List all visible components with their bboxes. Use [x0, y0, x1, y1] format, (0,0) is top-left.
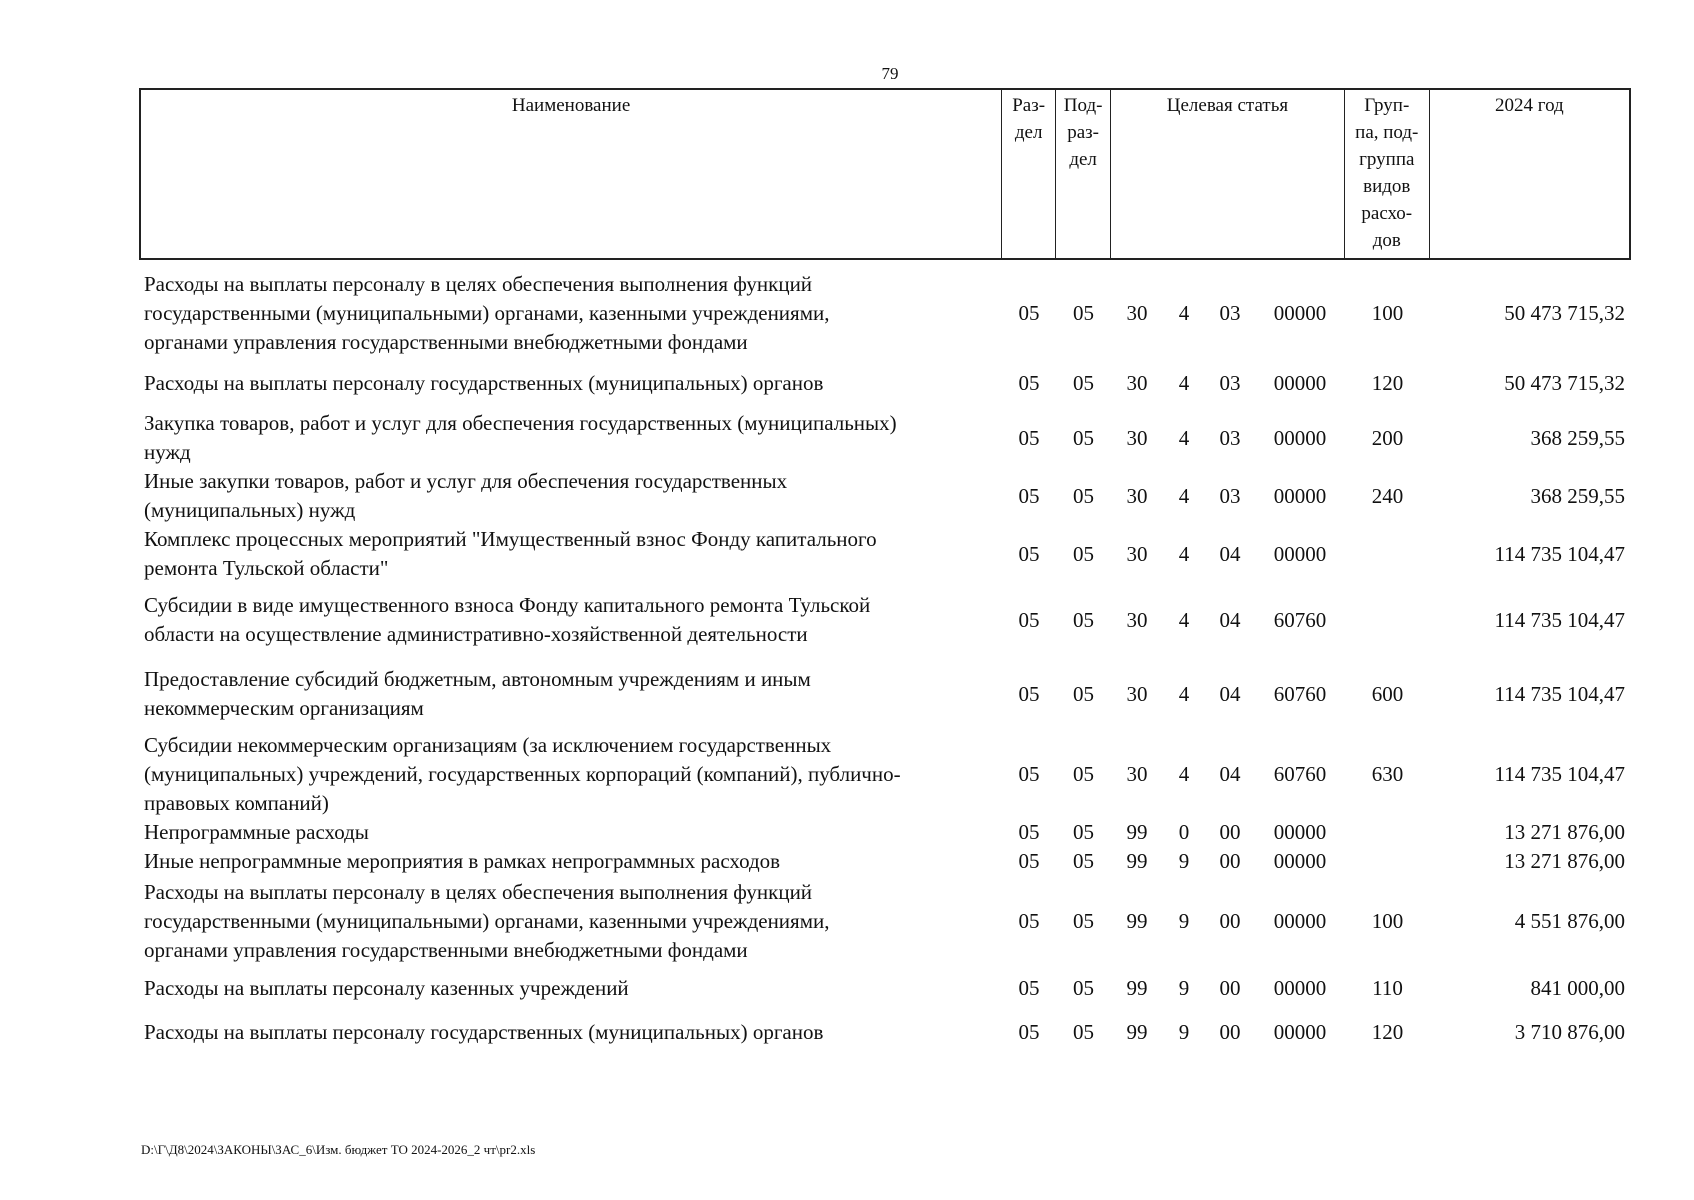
row-target-program: 30: [1126, 541, 1148, 566]
row-razdel: 05: [1018, 1019, 1040, 1044]
row-target-item: 00: [1219, 975, 1241, 1000]
row-amount: 13 271 876,00: [1504, 820, 1625, 844]
row-amount: 114 735 104,47: [1494, 541, 1625, 566]
row-name-line: государственными (муниципальными) органами, казенными учреждениями,: [144, 908, 830, 933]
header-target: Целевая статья: [1111, 89, 1345, 259]
row-podrazdel: 05: [1073, 541, 1094, 566]
row-target-direction: 00000: [1273, 483, 1327, 508]
row-target-type: 4: [1178, 681, 1190, 706]
row-razdel: 05: [1018, 762, 1040, 786]
row-name-line: Субсидии некоммерческим организациям (за исключением государственных: [144, 733, 832, 757]
row-target-item: 04: [1219, 607, 1241, 632]
row-name: [139, 847, 1002, 876]
row-name-line: (муниципальных) нужд: [144, 498, 356, 522]
table-row: [139, 847, 1631, 876]
row-target-item: 03: [1219, 370, 1241, 395]
row-name: [139, 270, 1002, 357]
header-podrazdel: Под- раз- дел: [1056, 89, 1111, 259]
row-podrazdel: 05: [1073, 607, 1094, 632]
row-expense-group: 200: [1371, 425, 1404, 450]
row-expense-group: [1345, 847, 1430, 876]
row-target-item: 04: [1219, 762, 1241, 786]
row-target-type: 4: [1178, 762, 1190, 786]
row-podrazdel: 05: [1073, 301, 1094, 325]
row-target-item: 00: [1219, 849, 1241, 873]
row-target-program: 30: [1126, 425, 1148, 450]
row-razdel: 05: [1018, 975, 1040, 1000]
row-target-direction: 60760: [1273, 681, 1327, 706]
row-name: [139, 357, 1002, 409]
row-amount: 50 473 715,32: [1504, 370, 1625, 395]
row-amount: 114 735 104,47: [1494, 762, 1625, 786]
row-target-program: 30: [1126, 607, 1148, 632]
row-expense-group: [1345, 818, 1430, 847]
header-name: Наименование: [140, 89, 1002, 259]
row-podrazdel: 05: [1073, 762, 1094, 786]
row-target-program: 30: [1126, 483, 1148, 508]
table-row: [139, 409, 1631, 467]
row-name-line: правовых компаний): [144, 791, 329, 815]
row-target-program: 30: [1126, 681, 1148, 706]
row-name-line: государственными (муниципальными) органами, казенными учреждениями,: [144, 301, 830, 325]
row-podrazdel: 05: [1073, 425, 1094, 450]
table-row: [139, 731, 1631, 818]
row-name: [139, 731, 1002, 818]
row-name: [139, 818, 1002, 847]
row-name-line: Расходы на выплаты персоналу в целях обеспечения выполнения функций: [144, 879, 813, 904]
row-name-line: области на осуществление административно-хозяйственной деятельности: [144, 622, 808, 646]
row-name: [139, 467, 1002, 525]
row-podrazdel: 05: [1073, 483, 1094, 508]
row-amount: 13 271 876,00: [1504, 849, 1625, 873]
row-name-line: Субсидии в виде имущественного взноса Фонду капитального ремонта Тульской: [144, 593, 871, 617]
row-razdel: 05: [1018, 541, 1040, 566]
row-target-type: 4: [1178, 370, 1190, 395]
row-podrazdel: 05: [1073, 908, 1094, 933]
row-target-direction: 60760: [1273, 607, 1327, 632]
row-target-item: 00: [1219, 820, 1241, 844]
row-podrazdel: 05: [1073, 820, 1094, 844]
row-target-type: 9: [1178, 849, 1190, 873]
row-razdel: 05: [1018, 681, 1040, 706]
file-path: D:\Г\Д8\2024\ЗАКОНЫ\ЗАС_6\Изм. бюджет ТО 2024-2026_2 чт\pr2.xls: [141, 1142, 536, 1157]
row-razdel: 05: [1018, 908, 1040, 933]
row-expense-group: 100: [1371, 301, 1404, 325]
row-target-item: 00: [1219, 908, 1241, 933]
row-target-program: 99: [1126, 908, 1148, 933]
row-target-program: 30: [1126, 370, 1148, 395]
row-amount: 368 259,55: [1530, 425, 1625, 450]
row-target-program: 30: [1126, 762, 1148, 786]
row-target-direction: 00000: [1273, 370, 1327, 395]
row-target-direction: 00000: [1273, 301, 1327, 325]
budget-table: [139, 270, 1631, 1054]
row-expense-group: 120: [1371, 370, 1404, 395]
row-target-direction: 60760: [1273, 762, 1327, 786]
row-name: [139, 1010, 1002, 1054]
row-podrazdel: 05: [1073, 975, 1094, 1000]
table-row: [139, 818, 1631, 847]
row-target-type: 4: [1178, 541, 1190, 566]
row-podrazdel: 05: [1073, 849, 1094, 873]
row-name: [139, 583, 1002, 657]
row-target-direction: 00000: [1273, 975, 1327, 1000]
row-amount: 114 735 104,47: [1494, 681, 1625, 706]
row-name-line: некоммерческим организациям: [144, 696, 424, 720]
row-name: [139, 657, 1002, 731]
row-name-line: Расходы на выплаты персоналу в целях обеспечения выполнения функций: [144, 272, 813, 296]
row-target-type: 4: [1178, 301, 1190, 325]
row-name-line: Расходы на выплаты персоналу казенных учреждений: [144, 975, 629, 1000]
table-row: [139, 1010, 1631, 1054]
row-expense-group: 100: [1371, 908, 1404, 933]
row-amount: 50 473 715,32: [1504, 301, 1625, 325]
row-target-type: 9: [1178, 908, 1190, 933]
table-row: [139, 467, 1631, 525]
table-row: [139, 525, 1631, 583]
table-header: [139, 88, 1631, 260]
table-row: [139, 270, 1631, 357]
row-name: [139, 409, 1002, 467]
row-razdel: 05: [1018, 849, 1040, 873]
row-target-direction: 00000: [1273, 425, 1327, 450]
table-row: [139, 357, 1631, 409]
row-razdel: 05: [1018, 370, 1040, 395]
row-target-type: 0: [1178, 820, 1190, 844]
row-target-type: 4: [1178, 483, 1190, 508]
row-amount: 841 000,00: [1530, 975, 1625, 1000]
row-target-item: 04: [1219, 541, 1241, 566]
row-name-line: Расходы на выплаты персоналу государственных (муниципальных) органов: [144, 1019, 824, 1044]
row-podrazdel: 05: [1073, 1019, 1094, 1044]
row-expense-group: 630: [1371, 762, 1404, 786]
row-expense-group: 120: [1371, 1019, 1404, 1044]
table-row: [139, 966, 1631, 1010]
row-target-item: 04: [1219, 681, 1241, 706]
row-target-direction: 00000: [1273, 1019, 1327, 1044]
row-podrazdel: 05: [1073, 681, 1094, 706]
row-target-program: 30: [1126, 301, 1148, 325]
row-razdel: 05: [1018, 425, 1040, 450]
row-name-line: нужд: [144, 440, 191, 464]
row-name: [139, 966, 1002, 1010]
row-name-line: Закупка товаров, работ и услуг для обеспечения государственных (муниципальных): [144, 411, 897, 435]
row-name-line: Иные непрограммные мероприятия в рамках непрограммных расходов: [144, 849, 781, 873]
row-name: [139, 525, 1002, 583]
row-name-line: Иные закупки товаров, работ и услуг для обеспечения государственных: [144, 469, 788, 493]
header-group: Груп- па, под- группа видов расхо- дов: [1344, 89, 1429, 259]
table-row: [139, 583, 1631, 657]
row-podrazdel: 05: [1073, 370, 1094, 395]
row-name-line: ремонта Тульской области": [144, 556, 389, 580]
row-razdel: 05: [1018, 820, 1040, 844]
table-row: [139, 876, 1631, 966]
row-name-line: органами управления государственными внебюджетными фондами: [144, 330, 748, 354]
row-expense-group: 110: [1372, 975, 1403, 1000]
row-razdel: 05: [1018, 483, 1040, 508]
row-target-direction: 00000: [1273, 908, 1327, 933]
row-target-item: 03: [1219, 301, 1241, 325]
row-target-type: 4: [1178, 425, 1190, 450]
row-name-line: органами управления государственными внебюджетными фондами: [144, 937, 748, 962]
row-target-type: 4: [1178, 607, 1190, 632]
row-target-type: 9: [1178, 975, 1190, 1000]
row-target-item: 03: [1219, 483, 1241, 508]
row-razdel: 05: [1018, 301, 1040, 325]
row-name-line: Комплекс процессных мероприятий "Имущественный взнос Фонду капитального: [144, 527, 877, 551]
row-name-line: Предоставление субсидий бюджетным, автономным учреждениям и иным: [144, 667, 811, 691]
row-target-program: 99: [1126, 975, 1148, 1000]
row-name-line: (муниципальных) учреждений, государственных корпораций (компаний), публично-: [144, 762, 901, 786]
row-razdel: 05: [1018, 607, 1040, 632]
row-target-direction: 00000: [1273, 541, 1327, 566]
row-amount: 368 259,55: [1530, 483, 1625, 508]
row-name-line: Расходы на выплаты персоналу государственных (муниципальных) органов: [144, 370, 824, 395]
page-number: 79: [881, 64, 899, 83]
header-razdel: Раз- дел: [1002, 89, 1056, 259]
header-year: 2024 год: [1429, 89, 1630, 259]
row-amount: 3 710 876,00: [1514, 1019, 1625, 1044]
row-name-line: Непрограммные расходы: [144, 820, 369, 844]
row-amount: 4 551 876,00: [1514, 908, 1625, 933]
row-expense-group: [1345, 525, 1430, 583]
row-target-program: 99: [1126, 820, 1148, 844]
row-target-type: 9: [1178, 1019, 1190, 1044]
row-target-direction: 00000: [1273, 820, 1327, 844]
row-expense-group: 240: [1371, 483, 1404, 508]
row-target-program: 99: [1126, 849, 1148, 873]
row-expense-group: [1345, 583, 1430, 657]
row-expense-group: 600: [1371, 681, 1404, 706]
row-amount: 114 735 104,47: [1494, 607, 1625, 632]
row-target-direction: 00000: [1273, 849, 1327, 873]
row-target-item: 03: [1219, 425, 1241, 450]
table-row: [139, 657, 1631, 731]
row-name: [139, 876, 1002, 966]
row-target-item: 00: [1219, 1019, 1241, 1044]
row-target-program: 99: [1126, 1019, 1148, 1044]
